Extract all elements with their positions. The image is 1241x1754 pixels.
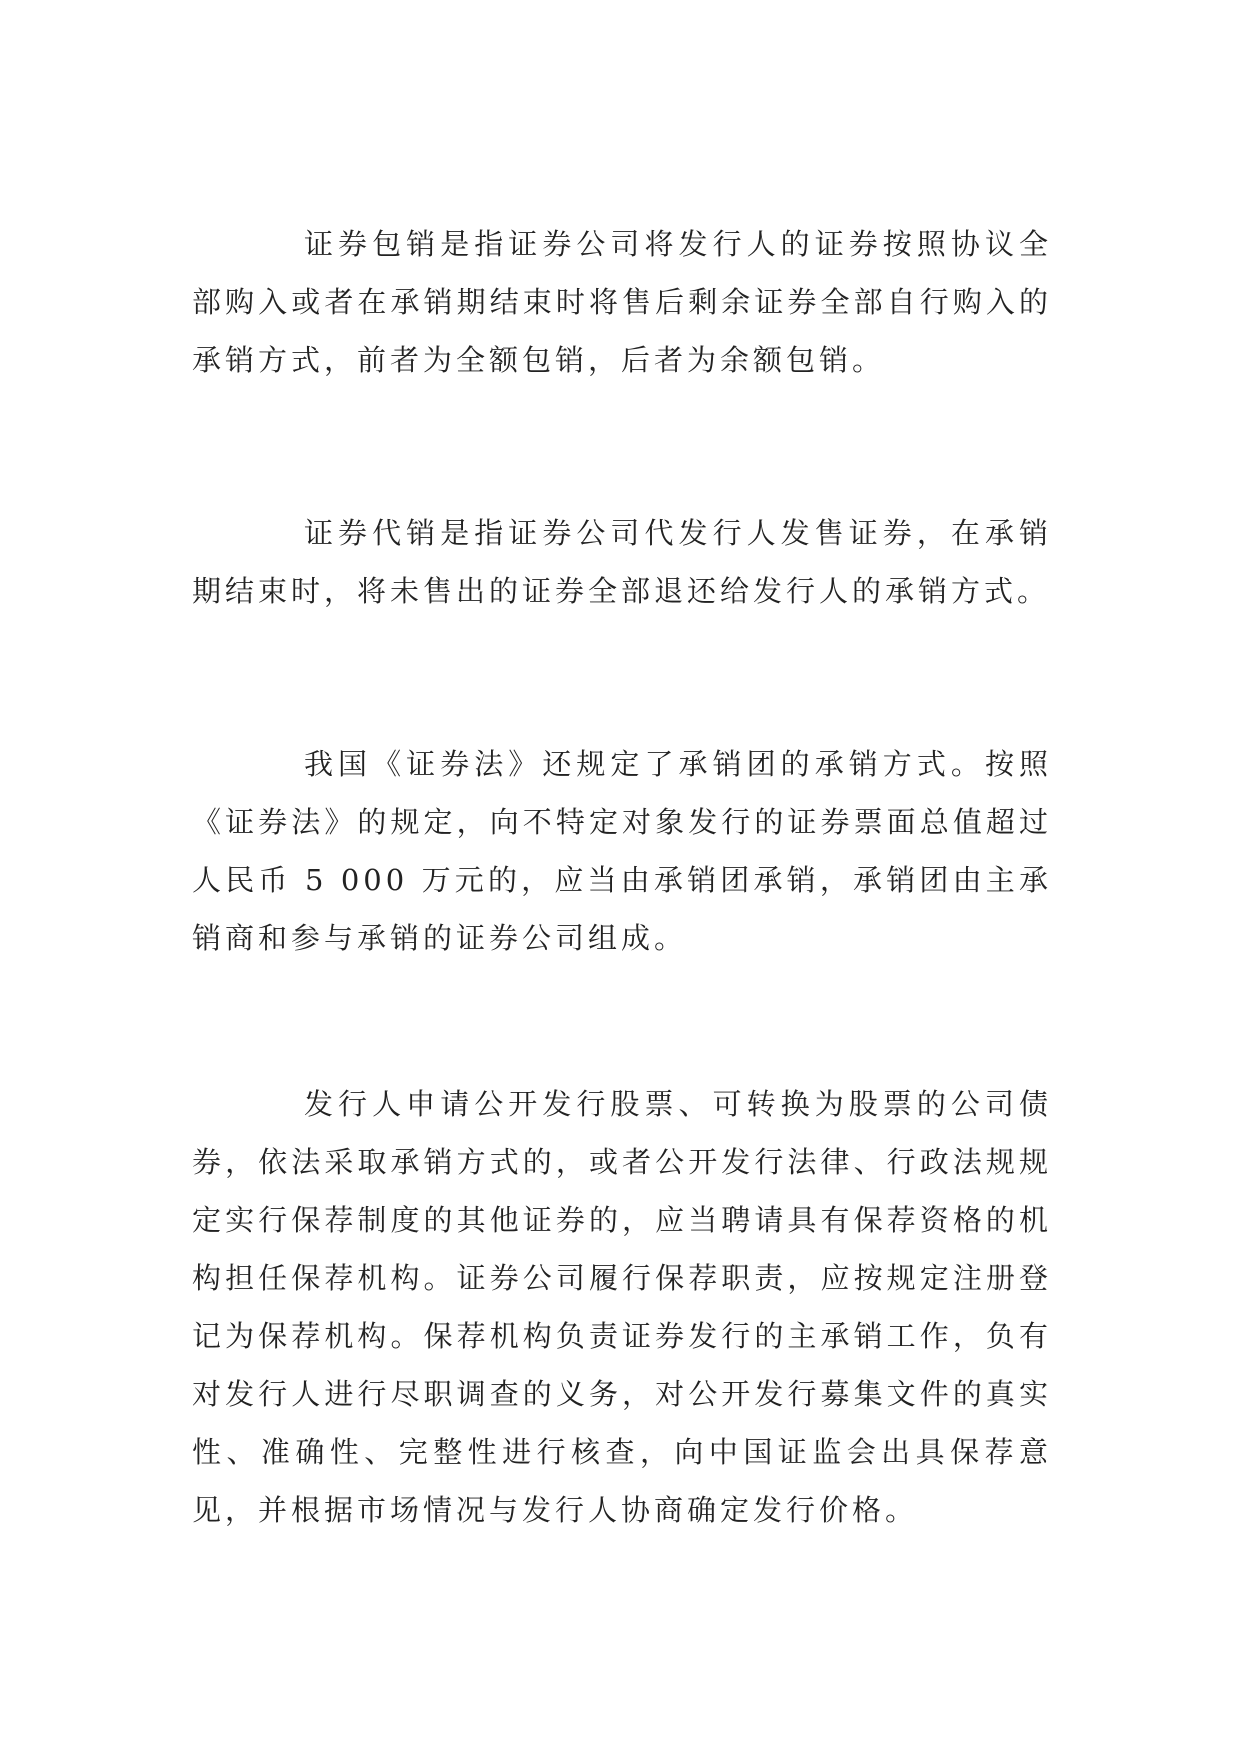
paragraph-sponsor-institution: 发行人申请公开发行股票、可转换为股票的公司债券，依法采取承销方式的，或者公开发行法律、行政法规规定实行保荐制度的其他证券的，应当聘请具有保荐资格的机构担任保荐机构。证券公司履行保荐职责，应按规定注册登记为保荐机构。保荐机构负责证券发行的主承销工作，负有对发行人进行尽职调查的义务，对公开发行募集文件的真实性、准确性、完整性进行核查，向中国证监会出具保荐意见，并根据市场情况与发行人协商确定发行价格。	[192, 1087, 1052, 1527]
paragraph-securities-underwriting: 证券包销是指证券公司将发行人的证券按照协议全部购入或者在承销期结束时将售后剩余证券全部自行购入的承销方式，前者为全额包销，后者为余额包销。	[192, 227, 1052, 377]
paragraph-underwriting-syndicate: 我国《证券法》还规定了承销团的承销方式。按照《证券法》的规定，向不特定对象发行的证券票面总值超过人民币 5 000 万元的，应当由承销团承销，承销团由主承销商和参与承销的证券公司组成。	[192, 747, 1052, 955]
paragraph-securities-agency-sale: 证券代销是指证券公司代发行人发售证券，在承销期结束时，将未售出的证券全部退还给发行人的承销方式。	[192, 516, 1052, 608]
